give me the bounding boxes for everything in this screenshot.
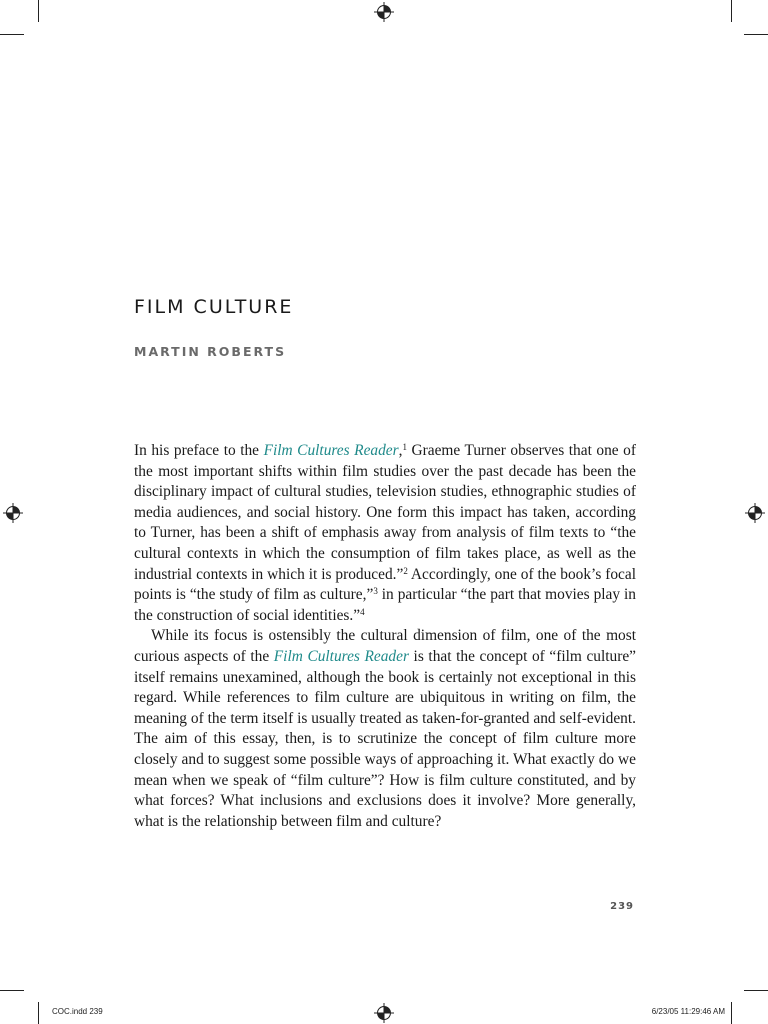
author-name: MARTIN ROBERTS — [134, 344, 287, 359]
paragraph-1-text-2: Graeme Turner observes that one of the most important shifts within film studies over the past decade has been the disciplinary impact of cultural studies, television studies, ethnographic studies of media audiences, and social history. One form this impact has taken, according to Turner, has been a shift of emphasis away from analysis of film texts to “the cultural contexts in which the consumption of film takes place, as well as the industrial contexts in which it is produced.” — [134, 442, 636, 583]
crop-mark-top-right-horizontal — [744, 34, 768, 35]
crop-mark-bottom-left-vertical — [38, 1002, 39, 1024]
paragraph-1-text-1: In his preface to the — [134, 442, 264, 459]
registration-mark-left-icon — [3, 503, 23, 523]
paragraph-1-comma: , — [398, 442, 403, 459]
paragraph-2-text-1: While its focus is ostensibly the cultural dimension of film, one of the most curious aspects of the — [134, 627, 636, 665]
registration-mark-top-icon — [374, 2, 394, 22]
paragraph-2-text-2: is that the concept of “film culture” itself remains unexamined, although the book is certainly not exceptional in this regard. While references to film culture are ubiquitous in writing on film, the meaning of the term itself is usually treated as taken-for-granted and self-evident. The aim of this essay, then, is to scrutinize the concept of film culture more closely and to suggest some possible ways of approaching it. What exactly do we mean when we speak of “film culture”? How is film culture constituted, and by what forces? What inclusions and exclusions does it involve? More generally, what is the relationship between film and culture? — [134, 647, 637, 830]
crop-mark-bottom-right-vertical — [731, 1002, 732, 1024]
crop-mark-top-left-vertical — [38, 0, 39, 22]
article-title: FILM CULTURE — [134, 296, 294, 318]
footnote-ref-4: 4 — [360, 606, 365, 617]
book-title-link-2: Film Cultures Reader — [273, 647, 409, 665]
page-number: 239 — [610, 901, 634, 912]
registration-mark-right-icon — [745, 503, 765, 523]
crop-mark-bottom-right-horizontal — [744, 990, 768, 991]
footnote-ref-1: 1 — [402, 442, 407, 452]
paragraph-1 — [134, 441, 636, 626]
crop-mark-top-right-vertical — [731, 0, 732, 22]
paragraph-2 — [134, 626, 636, 832]
paragraph-1-text-3: Accordingly, one of the book’s focal points is “the study of film as culture,” — [134, 565, 636, 604]
crop-mark-top-left-horizontal — [0, 34, 24, 35]
paragraph-1-text-4: in particular “the part that movies play in the construction of social identities.” — [134, 586, 636, 624]
crop-mark-bottom-left-horizontal — [0, 990, 24, 991]
footnote-ref-2: 2 — [403, 565, 408, 576]
slug-timestamp: 6/23/05 11:29:46 AM — [651, 1007, 725, 1016]
footnote-ref-3: 3 — [373, 586, 378, 597]
article-body — [134, 441, 636, 832]
registration-mark-bottom-icon — [374, 1003, 394, 1023]
book-title-link: Film Cultures Reader — [263, 442, 399, 459]
slug-file-info: COC.indd 239 — [52, 1007, 103, 1016]
